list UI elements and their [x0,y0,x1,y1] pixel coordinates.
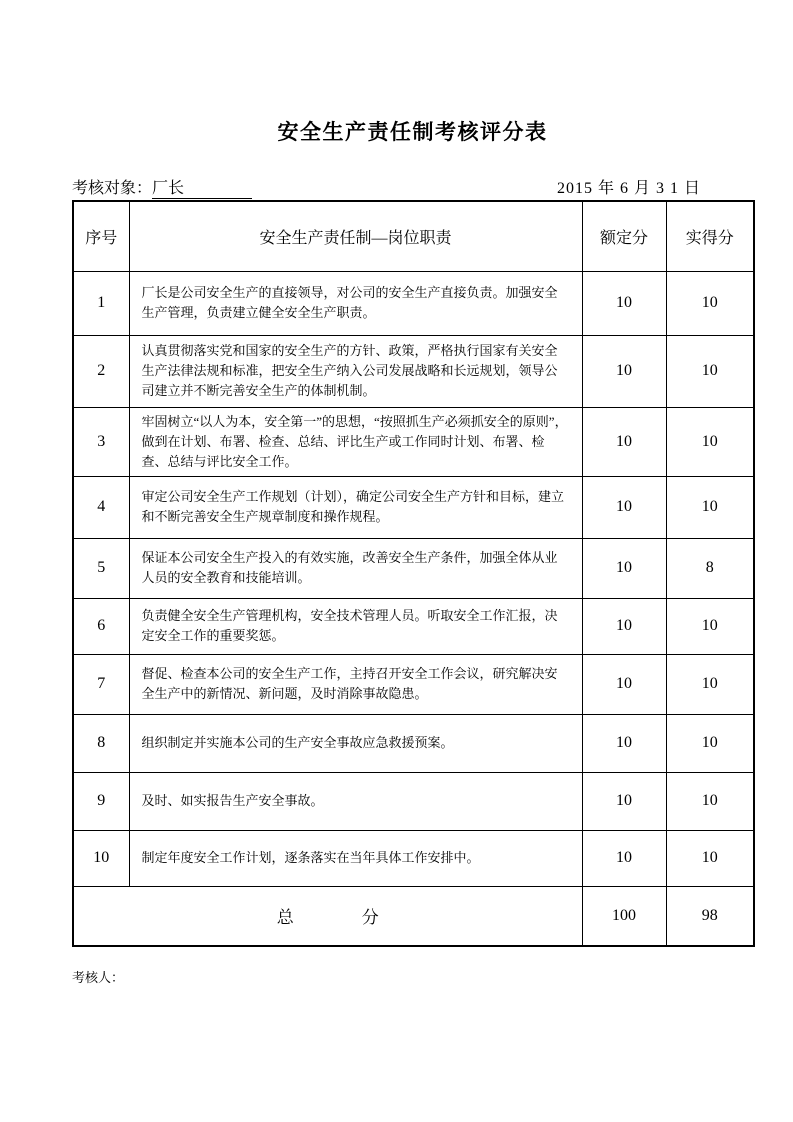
row-number: 8 [73,714,129,772]
row-number: 5 [73,538,129,598]
row-actual-score: 8 [666,538,754,598]
row-duty-text: 组织制定并实施本公司的生产安全事故应急救援预案。 [129,714,582,772]
row-number: 10 [73,830,129,886]
total-row [73,886,754,946]
row-actual-score: 10 [666,335,754,407]
col-header-rated-score: 额定分 [582,201,666,271]
table-row [73,476,754,538]
total-actual-score: 98 [666,886,754,946]
row-rated-score: 10 [582,654,666,714]
row-actual-score: 10 [666,271,754,335]
assessment-subject-value: 厂长 [152,179,252,199]
row-actual-score: 10 [666,654,754,714]
col-header-no: 序号 [73,201,129,271]
row-rated-score: 10 [582,772,666,830]
row-duty-text: 制定年度安全工作计划，逐条落实在当年具体工作安排中。 [129,830,582,886]
row-actual-score: 10 [666,830,754,886]
row-actual-score: 10 [666,714,754,772]
row-number: 3 [73,407,129,476]
table-header-row [73,201,754,271]
row-rated-score: 10 [582,598,666,654]
total-rated-score: 100 [582,886,666,946]
row-rated-score: 10 [582,830,666,886]
page-title: 安全生产责任制考核评分表 [277,120,548,144]
row-duty-text: 及时、如实报告生产安全事故。 [129,772,582,830]
meta-row [72,178,753,200]
row-number: 4 [73,476,129,538]
table-row [73,598,754,654]
table-row [73,407,754,476]
assessment-subject [72,178,252,199]
row-duty-text: 认真贯彻落实党和国家的安全生产的方针、政策，严格执行国家有关安全生产法律法规和标准，把安全生产纳入公司发展战略和长远规划，领导公司建立并不断完善安全生产的体制机制。 [129,335,582,407]
col-header-actual-score: 实得分 [666,201,754,271]
row-duty-text: 督促、检查本公司的安全生产工作，主持召开安全工作会议，研究解决安全生产中的新情况、新问题，及时消除事故隐患。 [129,654,582,714]
col-header-duty: 安全生产责任制—岗位职责 [129,201,582,271]
row-actual-score: 10 [666,772,754,830]
assessment-subject-label: 考核对象： [72,180,153,197]
row-duty-text: 负责健全安全生产管理机构，安全技术管理人员。听取安全工作汇报，决定安全工作的重要奖惩。 [129,598,582,654]
assessor-label: 考核人： [72,970,125,985]
row-duty-text: 牢固树立“以人为本，安全第一”的思想，“按照抓生产必须抓安全的原则”，做到在计划、布署、检查、总结、评比生产或工作同时计划、布署、检查、总结与评比安全工作。 [129,407,582,476]
row-actual-score: 10 [666,598,754,654]
row-number: 1 [73,271,129,335]
row-rated-score: 10 [582,714,666,772]
table-row [73,538,754,598]
row-duty-text: 保证本公司安全生产投入的有效实施，改善安全生产条件，加强全体从业人员的安全教育和技能培训。 [129,538,582,598]
table-row [73,830,754,886]
assessment-date: 2015 年 6 月 3 1 日 [556,180,701,197]
row-actual-score: 10 [666,407,754,476]
document-content [0,118,793,986]
row-actual-score: 10 [666,476,754,538]
row-number: 7 [73,654,129,714]
row-number: 2 [73,335,129,407]
row-number: 9 [73,772,129,830]
row-duty-text: 厂长是公司安全生产的直接领导，对公司的安全生产直接负责。加强安全生产管理，负责建立健全安全生产职责。 [129,271,582,335]
table-row [73,335,754,407]
score-table [72,200,755,947]
row-duty-text: 审定公司安全生产工作规划（计划），确定公司安全生产方针和目标，建立和不断完善安全生产规章制度和操作规程。 [129,476,582,538]
table-row [73,654,754,714]
row-rated-score: 10 [582,335,666,407]
row-number: 6 [73,598,129,654]
table-row [73,271,754,335]
table-row [73,772,754,830]
row-rated-score: 10 [582,476,666,538]
row-rated-score: 10 [582,271,666,335]
total-label: 总 分 [73,886,582,946]
table-row [73,714,754,772]
row-rated-score: 10 [582,407,666,476]
row-rated-score: 10 [582,538,666,598]
